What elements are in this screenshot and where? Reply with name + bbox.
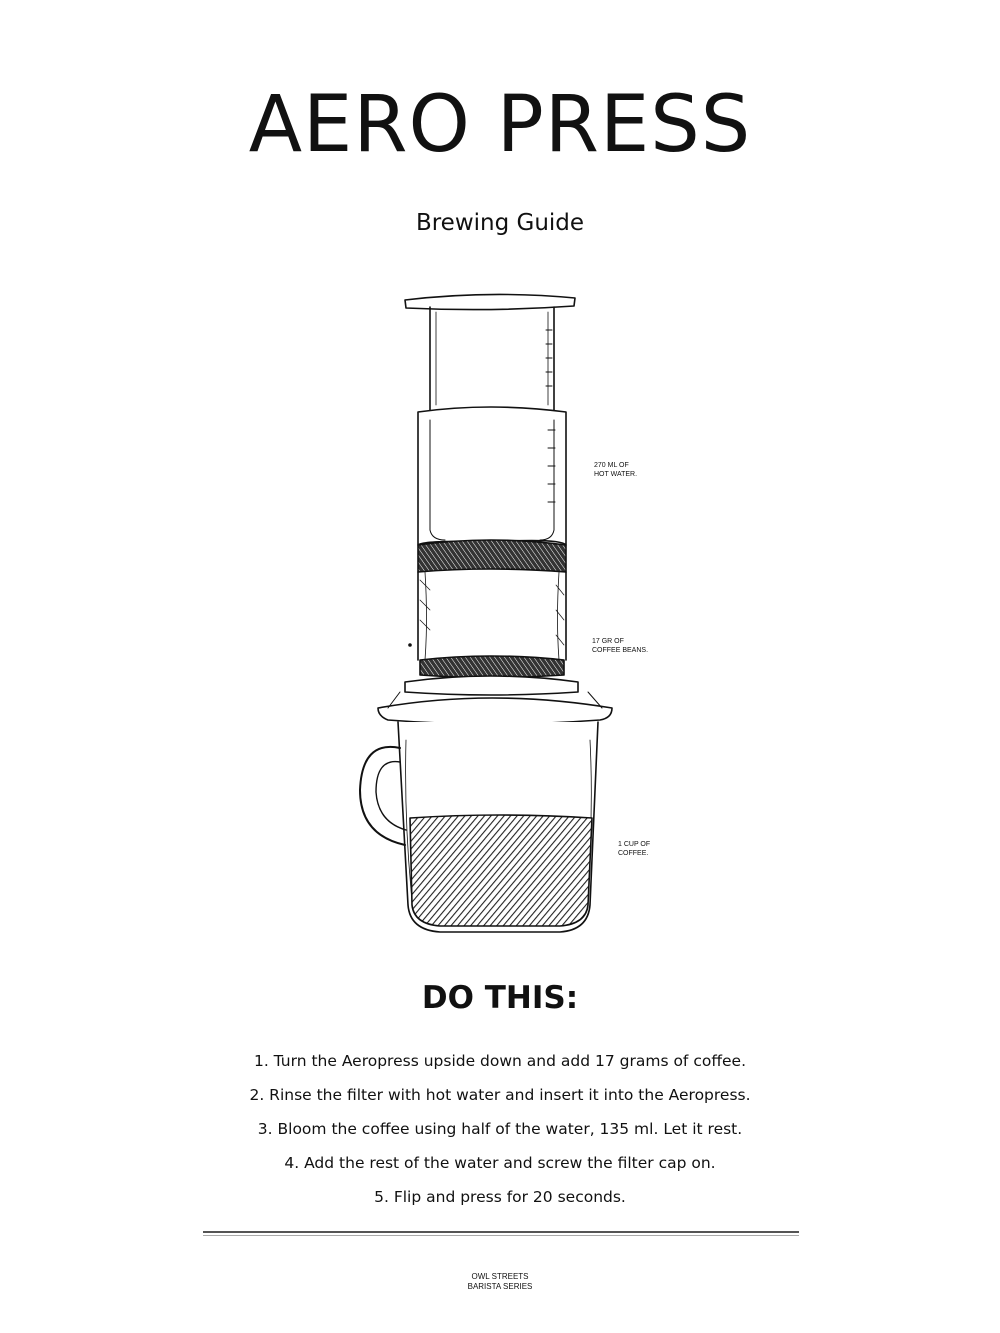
annotation-beans: 17 GR OF COFFEE BEANS.	[592, 638, 649, 654]
plunger-tube	[430, 307, 554, 412]
divider-thin	[203, 1235, 799, 1236]
filter-cap	[405, 676, 578, 695]
instructions-heading: DO THIS:	[421, 980, 579, 1016]
instruction-step: 1. Turn the Aeropress upside down and add 17 grams of coffee.	[253, 1052, 747, 1070]
coffee-grounds	[420, 656, 564, 678]
poster-title: AERO PRESS	[248, 80, 752, 170]
instruction-step: 4. Add the rest of the water and screw the filter cap on.	[284, 1154, 716, 1172]
instruction-steps	[0, 1044, 1000, 1214]
instruction-step: 2. Rinse the filter with hot water and insert it into the Aeropress.	[249, 1086, 751, 1104]
mug-coffee	[410, 815, 592, 926]
brew-chamber	[418, 407, 566, 545]
footer-credit: OWL STREETS BARISTA SERIES	[467, 1272, 533, 1291]
annotation-cup: 1 CUP OF COFFEE.	[618, 841, 651, 857]
annotation-water: 270 ML OF HOT WATER.	[594, 462, 638, 478]
instruction-step: 3. Bloom the coffee using half of the water, 135 ml. Let it rest.	[257, 1120, 743, 1138]
instruction-step: 5. Flip and press for 20 seconds.	[374, 1188, 626, 1206]
base-ring	[378, 698, 612, 724]
divider	[203, 1231, 799, 1233]
poster-subtitle: Brewing Guide	[415, 210, 585, 236]
plunger-seal	[418, 540, 566, 572]
